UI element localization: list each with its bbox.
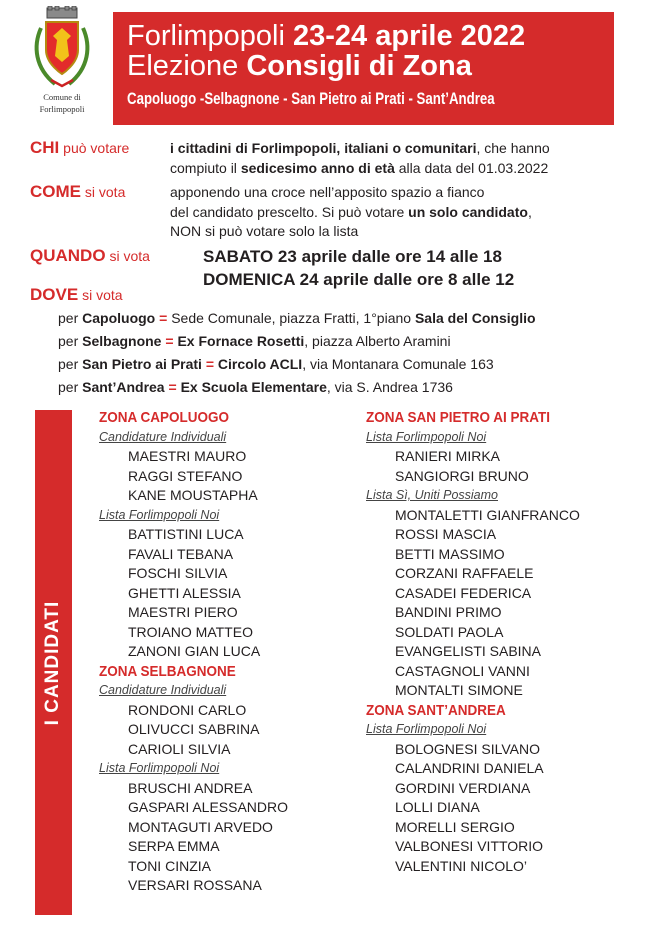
logo-caption-line2: Forlimpopoli [39, 104, 85, 114]
banner-election: Elezione [127, 50, 247, 82]
candidate-name: ROSSI MASCIA [395, 526, 497, 542]
zone-heading: ZONA SELBAGNONE [99, 662, 236, 680]
candidate-name: CARIOLI SILVIA [128, 740, 231, 757]
banner-line-1 [127, 21, 614, 51]
zone-heading: ZONA SAN PIETRO AI PRATI [366, 409, 551, 426]
candidate-name: BOLOGNESI SILVANO [395, 740, 540, 757]
dove-label [30, 285, 123, 305]
come-suffix: si vota [81, 184, 126, 200]
place-address-end: , piazza Alberto Aramini [304, 333, 451, 349]
dove-place-san-pietro [58, 356, 494, 372]
logo-caption-line1: Comune di [43, 92, 81, 102]
candidate-name: RANIERI MIRKA [395, 448, 501, 464]
banner-zones: Capoluogo -Selbagnone - San Pietro ai Prati - Sant’Andrea [127, 89, 495, 108]
candidate-name: GASPARI ALESSANDRO [128, 799, 289, 815]
chi-bold: i cittadini di Forlimpopoli, italiani o comunitari [170, 140, 477, 156]
candidate-name: RAGGI STEFANO [128, 467, 243, 484]
come-t2rest: , [527, 204, 532, 220]
candidates-right-column [366, 408, 628, 876]
list-heading: Lista Forlimpopoli Noi [366, 722, 487, 736]
candidate-name: VALBONESI VITTORIO [395, 838, 544, 854]
list-heading: Candidature Individuali [99, 683, 227, 697]
candidate-name: TONI CINZIA [128, 857, 211, 874]
list-heading: Lista Forlimpopoli Noi [366, 429, 487, 444]
come-one-candidate: un solo candidato [408, 204, 528, 220]
title-banner [113, 12, 614, 125]
quando-sunday: DOMENICA 24 aprile dalle ore 8 alle 12 [203, 270, 515, 289]
candidate-name: VERSARI ROSSANA [128, 877, 262, 893]
candidate-name: OLIVUCCI SABRINA [128, 721, 260, 737]
quando-saturday: SABATO 23 aprile dalle ore 14 alle 18 [203, 247, 502, 266]
list-heading: Lista Forlimpopoli Noi [99, 761, 220, 775]
chi-label [30, 138, 129, 158]
come-key: COME [30, 182, 81, 201]
come-text-3: NON si può votare solo la lista [170, 223, 359, 239]
quando-key: QUANDO [30, 246, 106, 265]
chi-suffix: può votare [59, 140, 130, 156]
candidate-name: CASADEI FEDERICA [395, 584, 532, 601]
zone-heading: ZONA SANT’ANDREA [366, 701, 506, 719]
candidate-name: MAESTRI MAURO [128, 448, 247, 464]
banner-councils: Consigli di Zona [246, 50, 472, 82]
place-venue: Circolo ACLI [217, 356, 303, 372]
place-per: per [58, 310, 83, 326]
candidate-name: EVANGELISTI SABINA [395, 643, 542, 659]
candidate-name: ZANONI GIAN LUCA [128, 643, 261, 659]
candidate-name: MONTALETTI GIANFRANCO [395, 506, 580, 523]
candidates-left-column [99, 408, 361, 896]
place-per: per [58, 356, 83, 372]
place-equals: = [201, 356, 218, 372]
candidate-name: TROIANO MATTEO [128, 623, 253, 640]
chi-date: alla data del 01.03.2022 [394, 160, 549, 176]
place-per: per [58, 333, 83, 349]
list-heading: Lista Sì, Uniti Possiamo [366, 488, 498, 502]
candidate-name: CASTAGNOLI VANNI [395, 662, 530, 679]
dove-suffix: si vota [78, 287, 123, 303]
place-zone: Capoluogo [82, 310, 156, 326]
coat-of-arms-icon [31, 6, 93, 90]
candidate-name: GORDINI VERDIANA [395, 779, 531, 796]
candidate-name: BANDINI PRIMO [395, 604, 502, 620]
place-equals: = [161, 333, 178, 349]
candidate-name: RONDONI CARLO [128, 701, 247, 718]
candidate-name: MONTALTI SIMONE [395, 682, 523, 698]
list-heading: Lista Forlimpopoli Noi [99, 507, 220, 522]
place-venue: Ex Scuola Elementare [180, 379, 327, 395]
candidate-name: BATTISTINI LUCA [128, 526, 244, 542]
quando-label [30, 246, 150, 266]
candidate-name: BETTI MASSIMO [395, 545, 505, 562]
come-label [30, 182, 125, 202]
place-venue: Ex Fornace Rosetti [177, 333, 305, 349]
chi-text-2 [170, 159, 548, 177]
dove-place-sant-andrea [58, 379, 453, 395]
place-address-end: , via Montanara Comunale 163 [302, 356, 494, 372]
dove-key: DOVE [30, 285, 79, 304]
place-address-end: , via S. Andrea 1736 [326, 379, 453, 395]
candidate-name: SANGIORGI BRUNO [395, 467, 529, 484]
come-text-1: apponendo una croce nell’apposito spazio a fianco [170, 184, 485, 200]
candidates-side-label: I CANDIDATI [42, 600, 63, 726]
place-address: Sede Comunale, piazza Fratti, 1°piano [171, 310, 415, 326]
dove-place-capoluogo [58, 310, 536, 326]
candidate-name: GHETTI ALESSIA [128, 584, 241, 601]
candidate-name: MAESTRI PIERO [128, 604, 238, 620]
candidate-name: VALENTINI NICOLO’ [395, 857, 527, 874]
candidate-name: SOLDATI PAOLA [395, 623, 504, 640]
banner-town: Forlimpopoli [127, 20, 293, 52]
candidate-name: FAVALI TEBANA [128, 545, 234, 562]
place-zone: San Pietro ai Prati [82, 356, 202, 372]
place-venue: Sala del Consiglio [414, 310, 536, 326]
chi-text-1 [170, 139, 550, 157]
list-heading: Candidature Individuali [99, 429, 227, 444]
banner-line-2 [127, 51, 614, 81]
municipality-logo [22, 6, 102, 124]
zone-heading: ZONA CAPOLUOGO [99, 409, 230, 426]
banner-dates: 23-24 aprile 2022 [293, 20, 526, 52]
candidate-name: CALANDRINI DANIELA [395, 760, 544, 776]
candidate-name: KANE MOUSTAPHA [128, 487, 258, 503]
come-text-2 [170, 203, 532, 221]
chi-key: CHI [30, 138, 60, 157]
come-t2a: del candidato prescelto. Si può votare [170, 204, 409, 220]
place-equals: = [164, 379, 181, 395]
quando-suffix: si vota [105, 248, 150, 264]
candidate-name: MONTAGUTI ARVEDO [128, 818, 273, 835]
chi-age: sedicesimo anno di età [240, 160, 395, 176]
place-zone: Selbagnone [82, 333, 162, 349]
chi-t2a: compiuto il [170, 160, 241, 176]
place-equals: = [155, 310, 172, 326]
candidate-name: MORELLI SERGIO [395, 818, 515, 835]
chi-rest: , che hanno [476, 140, 550, 156]
candidate-name: LOLLI DIANA [395, 799, 480, 815]
candidate-name: BRUSCHI ANDREA [128, 779, 253, 796]
candidate-name: FOSCHI SILVIA [128, 565, 228, 581]
place-per: per [58, 379, 83, 395]
candidate-name: SERPA EMMA [128, 838, 220, 854]
dove-place-selbagnone [58, 333, 451, 349]
candidate-name: CORZANI RAFFAELE [395, 565, 534, 581]
place-zone: Sant’Andrea [82, 379, 165, 395]
